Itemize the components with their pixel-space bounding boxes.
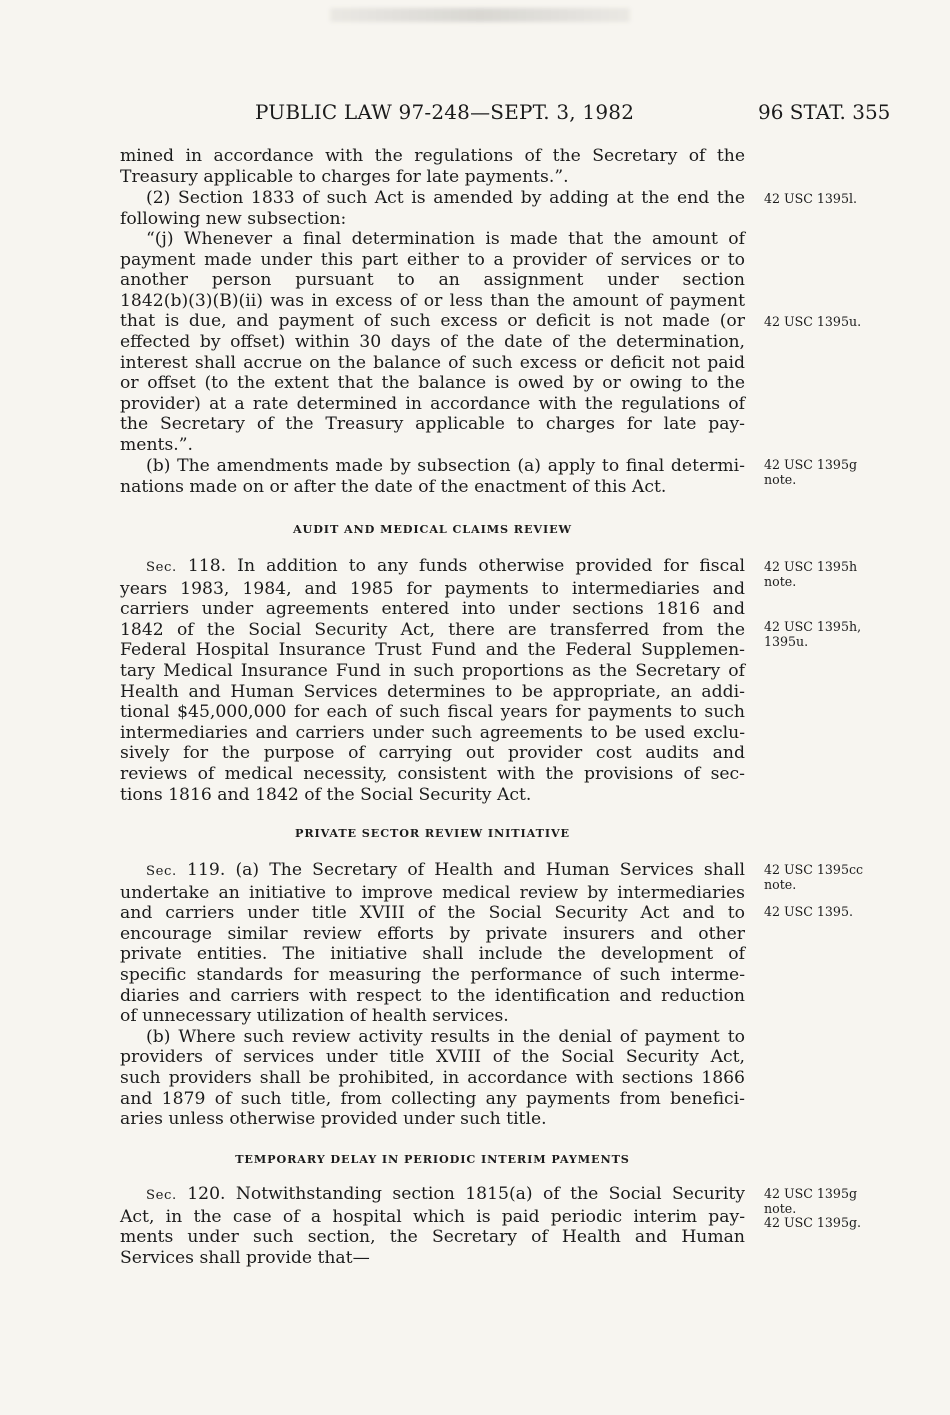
text-line: or offset (to the extent that the balance is owed by or owing to the — [120, 373, 745, 394]
citation-line: 42 USC 1395cc — [764, 862, 864, 877]
text-line: nations made on or after the date of the enactment of this Act. — [120, 476, 667, 497]
citation-line: 42 USC 1395g. — [764, 1215, 862, 1230]
margin-citation — [764, 458, 857, 487]
text-line: payment made under this part either to a provider of services or to — [120, 249, 745, 270]
text-line: (b) The amendments made by subsection (a) apply to final determi- — [146, 456, 745, 476]
paragraph-continuation — [120, 146, 745, 187]
text-line: Act, in the case of a hospital which is paid periodic interim pay- — [120, 1206, 745, 1227]
section-heading: TEMPORARY DELAY IN PERIODIC INTERIM PAYMENTS — [235, 1152, 630, 1166]
margin-citation — [764, 863, 863, 892]
section-label: Sec. — [146, 1188, 177, 1203]
section-118 — [120, 556, 745, 805]
text-line: tional $45,000,000 for each of such fiscal years for payments to such — [120, 702, 745, 723]
text-line: tions 1816 and 1842 of the Social Security Act. — [120, 784, 532, 805]
citation-line: 42 USC 1395h, — [764, 619, 862, 634]
text-line: diaries and carriers with respect to the identification and reduction — [120, 985, 745, 1006]
text-line: and 1879 of such title, from collecting any payments from benefici- — [120, 1088, 745, 1109]
text-line: (2) Section 1833 of such Act is amended by adding at the end the — [146, 188, 745, 208]
text-line: (b) Where such review activity results in the denial of payment to — [146, 1026, 745, 1047]
text-line: private entities. The initiative shall include the development of — [120, 944, 745, 965]
text-line: interest shall accrue on the balance of such excess or deficit not paid — [120, 352, 745, 373]
text-line: encourage similar review efforts by private insurers and other — [120, 923, 745, 944]
margin-citation: 42 USC 1395. — [764, 904, 853, 919]
text-line: providers of services under title XVIII of the Social Security Act, — [120, 1047, 745, 1068]
text-line: that is due, and payment of such excess or deficit is not made (or — [120, 311, 745, 332]
text-line: following new subsection: — [120, 208, 347, 229]
text-line: years 1983, 1984, and 1985 for payments to intermediaries and — [120, 578, 745, 599]
text-line: reviews of medical necessity, consistent with the provisions of sec- — [120, 763, 745, 784]
margin-citation — [764, 620, 861, 649]
section-label: Sec. — [146, 560, 177, 575]
citation-line: 42 USC 1395h — [764, 559, 858, 574]
subsection-j — [120, 229, 745, 456]
text-line: 1842 of the Social Security Act, there are transferred from the — [120, 619, 745, 640]
text-line: carriers under agreements entered into under sections 1816 and — [120, 599, 745, 620]
text-line — [120, 860, 745, 883]
citation-line: 42 USC 1395g — [764, 1186, 858, 1201]
text-line: effected by offset) within 30 days of the date of the determination, — [120, 331, 745, 352]
text-line: aries unless otherwise provided under such title. — [120, 1109, 547, 1130]
text-line: of unnecessary utilization of health services. — [120, 1006, 509, 1027]
text-line: the Secretary of the Treasury applicable to charges for late pay- — [120, 414, 745, 435]
margin-citation — [764, 560, 857, 589]
citation-line: note. — [764, 471, 797, 487]
citation-line: note. — [764, 1200, 797, 1216]
section-label: Sec. — [146, 864, 177, 879]
text-line: 1842(b)(3)(B)(ii) was in excess of or less than the amount of payment — [120, 290, 745, 311]
statute-page-number: 96 STAT. 355 — [758, 100, 891, 124]
text-line: undertake an initiative to improve medical review by intermediaries — [120, 882, 745, 903]
text-line — [120, 556, 745, 579]
text-line: ments.”. — [120, 434, 193, 455]
text-line: such providers shall be prohibited, in accordance with sections 1866 — [120, 1067, 745, 1088]
section-heading: AUDIT AND MEDICAL CLAIMS REVIEW — [292, 522, 573, 536]
margin-citation: 42 USC 1395u. — [764, 314, 862, 329]
text-line: “(j) Whenever a final determination is made that the amount of — [146, 229, 745, 249]
section-first-line: 120. Notwithstanding section 1815(a) of the Social Security — [176, 1184, 745, 1204]
text-line: Health and Human Services determines to be appropriate, an addi- — [120, 681, 745, 702]
section-first-line: 118. In addition to any funds otherwise provided for fiscal — [176, 556, 745, 576]
running-head: PUBLIC LAW 97-248—SEPT. 3, 1982 — [255, 100, 635, 124]
paragraph-2 — [120, 188, 745, 229]
text-line: sively for the purpose of carrying out provider cost audits and — [120, 743, 745, 764]
text-line: and carriers under title XVIII of the Social Security Act and to — [120, 903, 745, 924]
text-line: mined in accordance with the regulations of the Secretary of the — [120, 146, 745, 166]
citation-line: note. — [764, 573, 797, 589]
text-line: Federal Hospital Insurance Trust Fund and the Federal Supplemen- — [120, 640, 745, 661]
text-line — [120, 1184, 745, 1207]
section-119 — [120, 860, 745, 1130]
text-line: provider) at a rate determined in accordance with the regulations of — [120, 393, 745, 414]
section-120 — [120, 1184, 745, 1268]
citation-line: 42 USC 1395g — [764, 457, 858, 472]
text-line: Treasury applicable to charges for late payments.”. — [120, 166, 569, 187]
text-line: ments under such section, the Secretary of Health and Human — [120, 1227, 745, 1248]
text-line: tary Medical Insurance Fund in such proportions as the Secretary of — [120, 660, 745, 681]
text-line: Services shall provide that— — [120, 1247, 370, 1268]
citation-line: 1395u. — [764, 633, 809, 649]
paragraph-b — [120, 456, 745, 497]
section-heading: PRIVATE SECTOR REVIEW INITIATIVE — [295, 826, 570, 840]
margin-citation — [764, 1187, 861, 1231]
text-line: another person pursuant to an assignment under section — [120, 270, 745, 291]
bleed-through-smudge — [330, 8, 630, 22]
text-line: intermediaries and carriers under such agreements to be used exclu- — [120, 722, 745, 743]
section-first-line: 119. (a) The Secretary of Health and Human Services shall — [176, 860, 745, 880]
citation-line: note. — [764, 876, 797, 892]
margin-citation: 42 USC 1395l. — [764, 191, 857, 206]
text-line: specific standards for measuring the performance of such interme- — [120, 964, 745, 985]
